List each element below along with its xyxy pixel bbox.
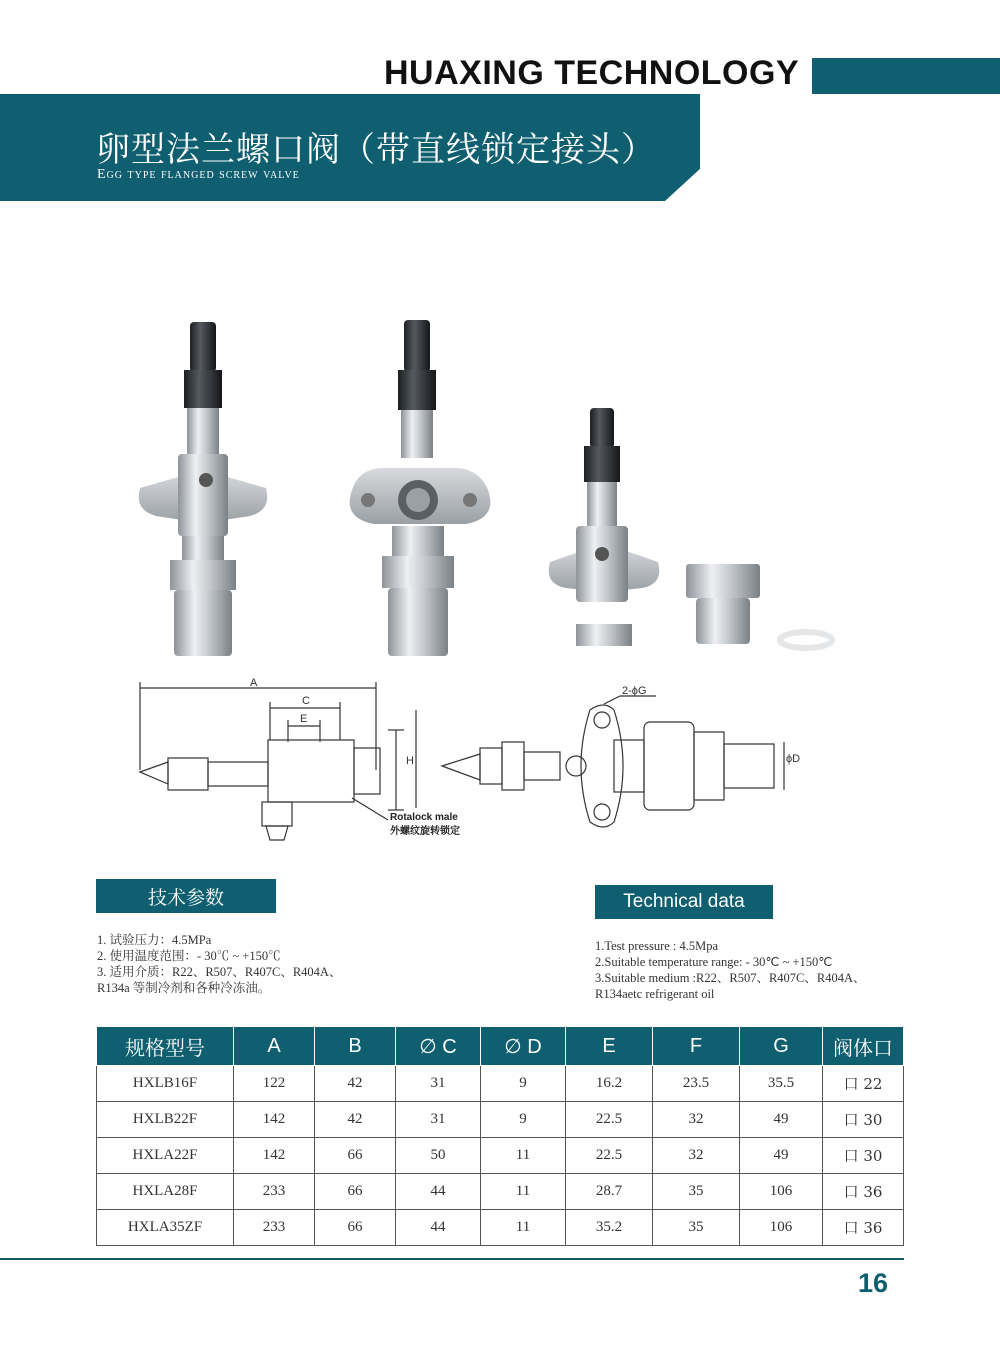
table-row (97, 1210, 904, 1246)
table-cell: 口 36 (823, 1174, 904, 1210)
valve-photo-1 (139, 322, 268, 656)
table-cell: 16.2 (566, 1066, 653, 1102)
table-cell: 50 (396, 1138, 481, 1174)
table-cell: 106 (740, 1174, 823, 1210)
col-header-a: A (234, 1027, 315, 1066)
table-cell: 口 36 (823, 1210, 904, 1246)
callout-rotalock-en: Rotalock male (390, 812, 458, 823)
table-cell: 49 (740, 1102, 823, 1138)
col-header-d: ∅ D (481, 1027, 566, 1066)
table-cell: 49 (740, 1138, 823, 1174)
table-cell: 口 30 (823, 1102, 904, 1138)
spec-item-en: 3.Suitable medium :R22、R507、R407C、R404A、 (595, 971, 866, 985)
gasket-ring-photo (780, 632, 832, 648)
table-cell: 31 (396, 1102, 481, 1138)
technical-drawing (120, 670, 840, 850)
table-cell: 66 (315, 1138, 396, 1174)
spec-table (96, 1026, 904, 1246)
dim-label-c: C (302, 695, 310, 707)
col-header-g: G (740, 1027, 823, 1066)
dim-label-g: 2-ϕG (622, 685, 647, 697)
table-cell: 42 (315, 1066, 396, 1102)
table-cell: 9 (481, 1102, 566, 1138)
spec-item-en: 2.Suitable temperature range: - 30℃ ~ +150℃ (595, 955, 833, 969)
spec-list-en (595, 938, 915, 1002)
table-cell: 142 (234, 1138, 315, 1174)
table-cell: HXLA35ZF (97, 1210, 234, 1246)
col-header-f: F (653, 1027, 740, 1066)
rotalock-nut-photo (686, 564, 760, 644)
col-header-e: E (566, 1027, 653, 1066)
table-cell: HXLB16F (97, 1066, 234, 1102)
col-header-model: 规格型号 (97, 1027, 234, 1066)
dim-label-a: A (250, 677, 258, 689)
product-photos (120, 310, 840, 670)
table-cell: 233 (234, 1210, 315, 1246)
page-title-en: Egg type flanged screw valve (97, 167, 300, 182)
spec-item-cn: R134a 等制冷剂和各种冷冻油。 (97, 981, 271, 995)
table-cell: 35.5 (740, 1066, 823, 1102)
dim-label-e: E (300, 713, 308, 725)
table-cell: HXLA28F (97, 1174, 234, 1210)
table-row (97, 1102, 904, 1138)
table-cell: 44 (396, 1174, 481, 1210)
valve-photo-3 (549, 408, 660, 646)
section-title-cn: 技术参数 (96, 879, 276, 913)
table-cell: 42 (315, 1102, 396, 1138)
table-cell: 142 (234, 1102, 315, 1138)
table-cell: 35.2 (566, 1210, 653, 1246)
dim-label-d: ϕD (786, 753, 801, 765)
table-cell: 31 (396, 1066, 481, 1102)
valve-photo-2 (350, 320, 491, 656)
table-cell: 22.5 (566, 1102, 653, 1138)
table-header-row (97, 1027, 904, 1066)
table-cell: 9 (481, 1066, 566, 1102)
table-cell: 106 (740, 1210, 823, 1246)
page-number: 16 (858, 1268, 889, 1298)
spec-item-cn: 3. 适用介质：R22、R507、R407C、R404A、 (97, 965, 342, 979)
table-cell: 66 (315, 1210, 396, 1246)
section-title-en: Technical data (595, 885, 773, 919)
callout-rotalock-cn: 外螺纹旋转锁定 (390, 826, 460, 837)
table-cell: 口 22 (823, 1066, 904, 1102)
spec-item-en: 1.Test pressure : 4.5Mpa (595, 939, 719, 953)
brand-name: HUAXING TECHNOLOGY (384, 54, 800, 92)
spec-item-en: R134aetc refrigerant oil (595, 987, 715, 1001)
table-cell: 32 (653, 1102, 740, 1138)
spec-item-cn: 1. 试验压力：4.5MPa (97, 933, 212, 947)
spec-item-cn: 2. 使用温度范围：- 30℃ ~ +150℃ (97, 949, 281, 963)
table-cell: 22.5 (566, 1138, 653, 1174)
page-title-cn: 卵型法兰螺口阀（带直线锁定接头） (96, 130, 656, 170)
spec-list-cn (97, 932, 397, 996)
table-cell: 23.5 (653, 1066, 740, 1102)
table-cell: 28.7 (566, 1174, 653, 1210)
table-cell: 口 30 (823, 1138, 904, 1174)
table-cell: 11 (481, 1174, 566, 1210)
table-cell: 233 (234, 1174, 315, 1210)
col-header-c: ∅ C (396, 1027, 481, 1066)
table-cell: 35 (653, 1210, 740, 1246)
table-cell: 35 (653, 1174, 740, 1210)
table-cell: 32 (653, 1138, 740, 1174)
table-cell: HXLA22F (97, 1138, 234, 1174)
dim-label-h: H (406, 755, 414, 767)
footer-divider (0, 1258, 904, 1260)
brand-accent-bar (812, 58, 1000, 94)
table-row (97, 1138, 904, 1174)
col-header-b: B (315, 1027, 396, 1066)
col-header-port: 阀体口 (823, 1027, 904, 1066)
table-cell: 11 (481, 1210, 566, 1246)
table-cell: 122 (234, 1066, 315, 1102)
table-cell: 11 (481, 1138, 566, 1174)
table-row (97, 1066, 904, 1102)
table-row (97, 1174, 904, 1210)
table-cell: 66 (315, 1174, 396, 1210)
table-cell: 44 (396, 1210, 481, 1246)
table-cell: HXLB22F (97, 1102, 234, 1138)
